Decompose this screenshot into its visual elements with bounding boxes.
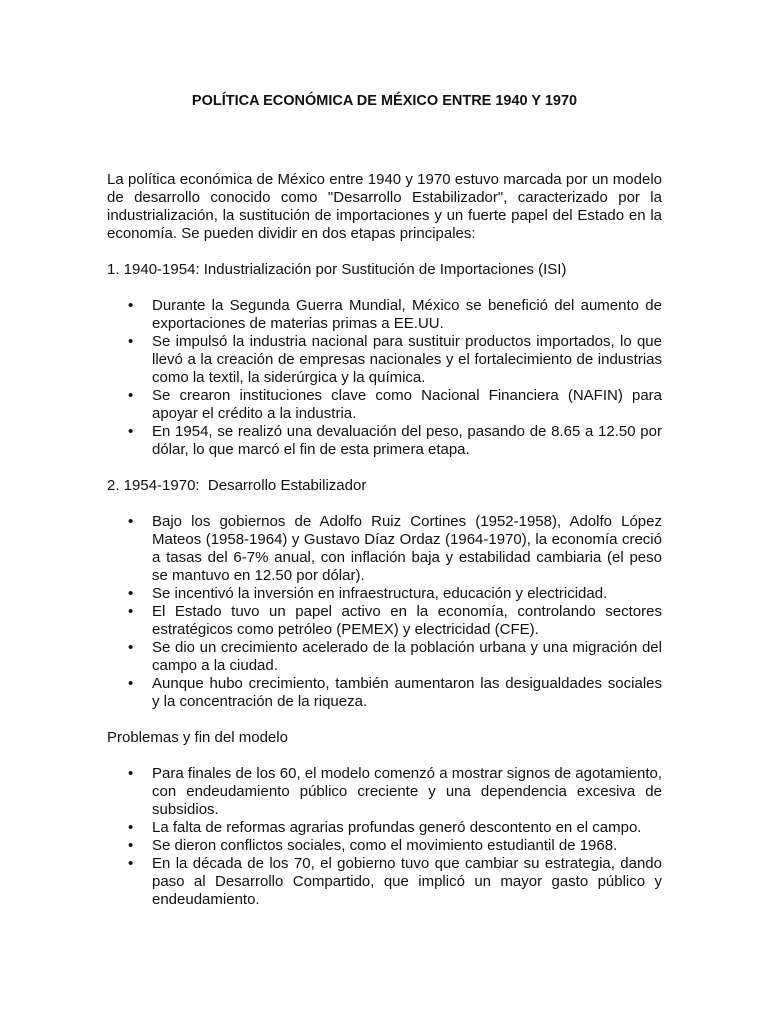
section-1-heading: 1. 1940-1954: Industrialización por Sustitución de Importaciones (ISI) (107, 261, 567, 278)
document-title: POLÍTICA ECONÓMICA DE MÉXICO ENTRE 1940 Y 1970 (191, 93, 578, 109)
list-item (128, 837, 662, 855)
list-item-text: Durante la Segunda Guerra Mundial, México se benefició del aumento de exportaciones de materias primas a EE.UU. (152, 297, 662, 332)
list-item-text: Se dieron conflictos sociales, como el movimiento estudiantil de 1968. (152, 837, 618, 854)
bullet-icon: • (128, 585, 134, 602)
list-item-text: Bajo los gobiernos de Adolfo Ruiz Cortines (1952-1958), Adolfo López Mateos (1958-1964) y Gustavo Díaz Ordaz (1964-1970), la economía creció a tasas del 6-7% anual, con inflación baja y estabilidad cambiaria (el peso se mantuvo en 12.50 por dólar). (152, 513, 662, 584)
list-item (128, 675, 662, 711)
bullet-icon: • (128, 387, 134, 404)
list-item (128, 423, 662, 459)
list-item (128, 333, 662, 387)
list-item (128, 639, 662, 675)
section-3-list (107, 765, 662, 909)
list-item-text: Se dio un crecimiento acelerado de la población urbana y una migración del campo a la ciudad. (152, 639, 662, 674)
section-1-list (107, 297, 662, 459)
list-item-text: Se crearon instituciones clave como Nacional Financiera (NAFIN) para apoyar el crédito a la industria. (152, 387, 662, 422)
list-item-text: Se incentivó la inversión en infraestructura, educación y electricidad. (152, 585, 608, 602)
bullet-icon: • (128, 513, 134, 530)
list-item-text: En la década de los 70, el gobierno tuvo que cambiar su estrategia, dando paso al Desarrollo Compartido, que implicó un mayor gasto público y endeudamiento. (152, 855, 662, 908)
bullet-icon: • (128, 855, 134, 872)
bullet-icon: • (128, 639, 134, 656)
list-item-text: Para finales de los 60, el modelo comenzó a mostrar signos de agotamiento, con endeudamiento público creciente y una dependencia excesiva de subsidios. (152, 765, 662, 818)
list-item (128, 297, 662, 333)
list-item (128, 387, 662, 423)
list-item-text: En 1954, se realizó una devaluación del peso, pasando de 8.65 a 12.50 por dólar, lo que marcó el fin de esta primera etapa. (152, 423, 662, 458)
list-item (128, 585, 662, 603)
bullet-icon: • (128, 603, 134, 620)
section-3-heading: Problemas y fin del modelo (107, 729, 288, 746)
bullet-icon: • (128, 675, 134, 692)
list-item (128, 855, 662, 909)
list-item (128, 819, 662, 837)
bullet-icon: • (128, 765, 134, 782)
list-item (128, 513, 662, 585)
bullet-icon: • (128, 297, 134, 314)
list-item-text: El Estado tuvo un papel activo en la economía, controlando sectores estratégicos como petróleo (PEMEX) y electricidad (CFE). (152, 603, 662, 638)
section-2-list (107, 513, 662, 711)
bullet-icon: • (128, 423, 134, 440)
section-2-heading: 2. 1954-1970: Desarrollo Estabilizador (107, 477, 367, 494)
list-item (128, 765, 662, 819)
intro-paragraph: La política económica de México entre 1940 y 1970 estuvo marcada por un modelo de desarrollo conocido como "Desarrollo Estabilizador", caracterizado por la industrialización, la sustitución de importaciones y un fuerte papel del Estado en la economía. Se pueden dividir en dos etapas principales: (107, 171, 662, 242)
list-item (128, 603, 662, 639)
bullet-icon: • (128, 837, 134, 854)
list-item-text: Se impulsó la industria nacional para sustituir productos importados, lo que llevó a la creación de empresas nacionales y el fortalecimiento de industrias como la textil, la siderúrgica y la química. (152, 333, 662, 386)
list-item-text: La falta de reformas agrarias profundas generó descontento en el campo. (152, 819, 642, 836)
bullet-icon: • (128, 819, 134, 836)
list-item-text: Aunque hubo crecimiento, también aumentaron las desigualdades sociales y la concentración de la riqueza. (152, 675, 662, 710)
bullet-icon: • (128, 333, 134, 350)
